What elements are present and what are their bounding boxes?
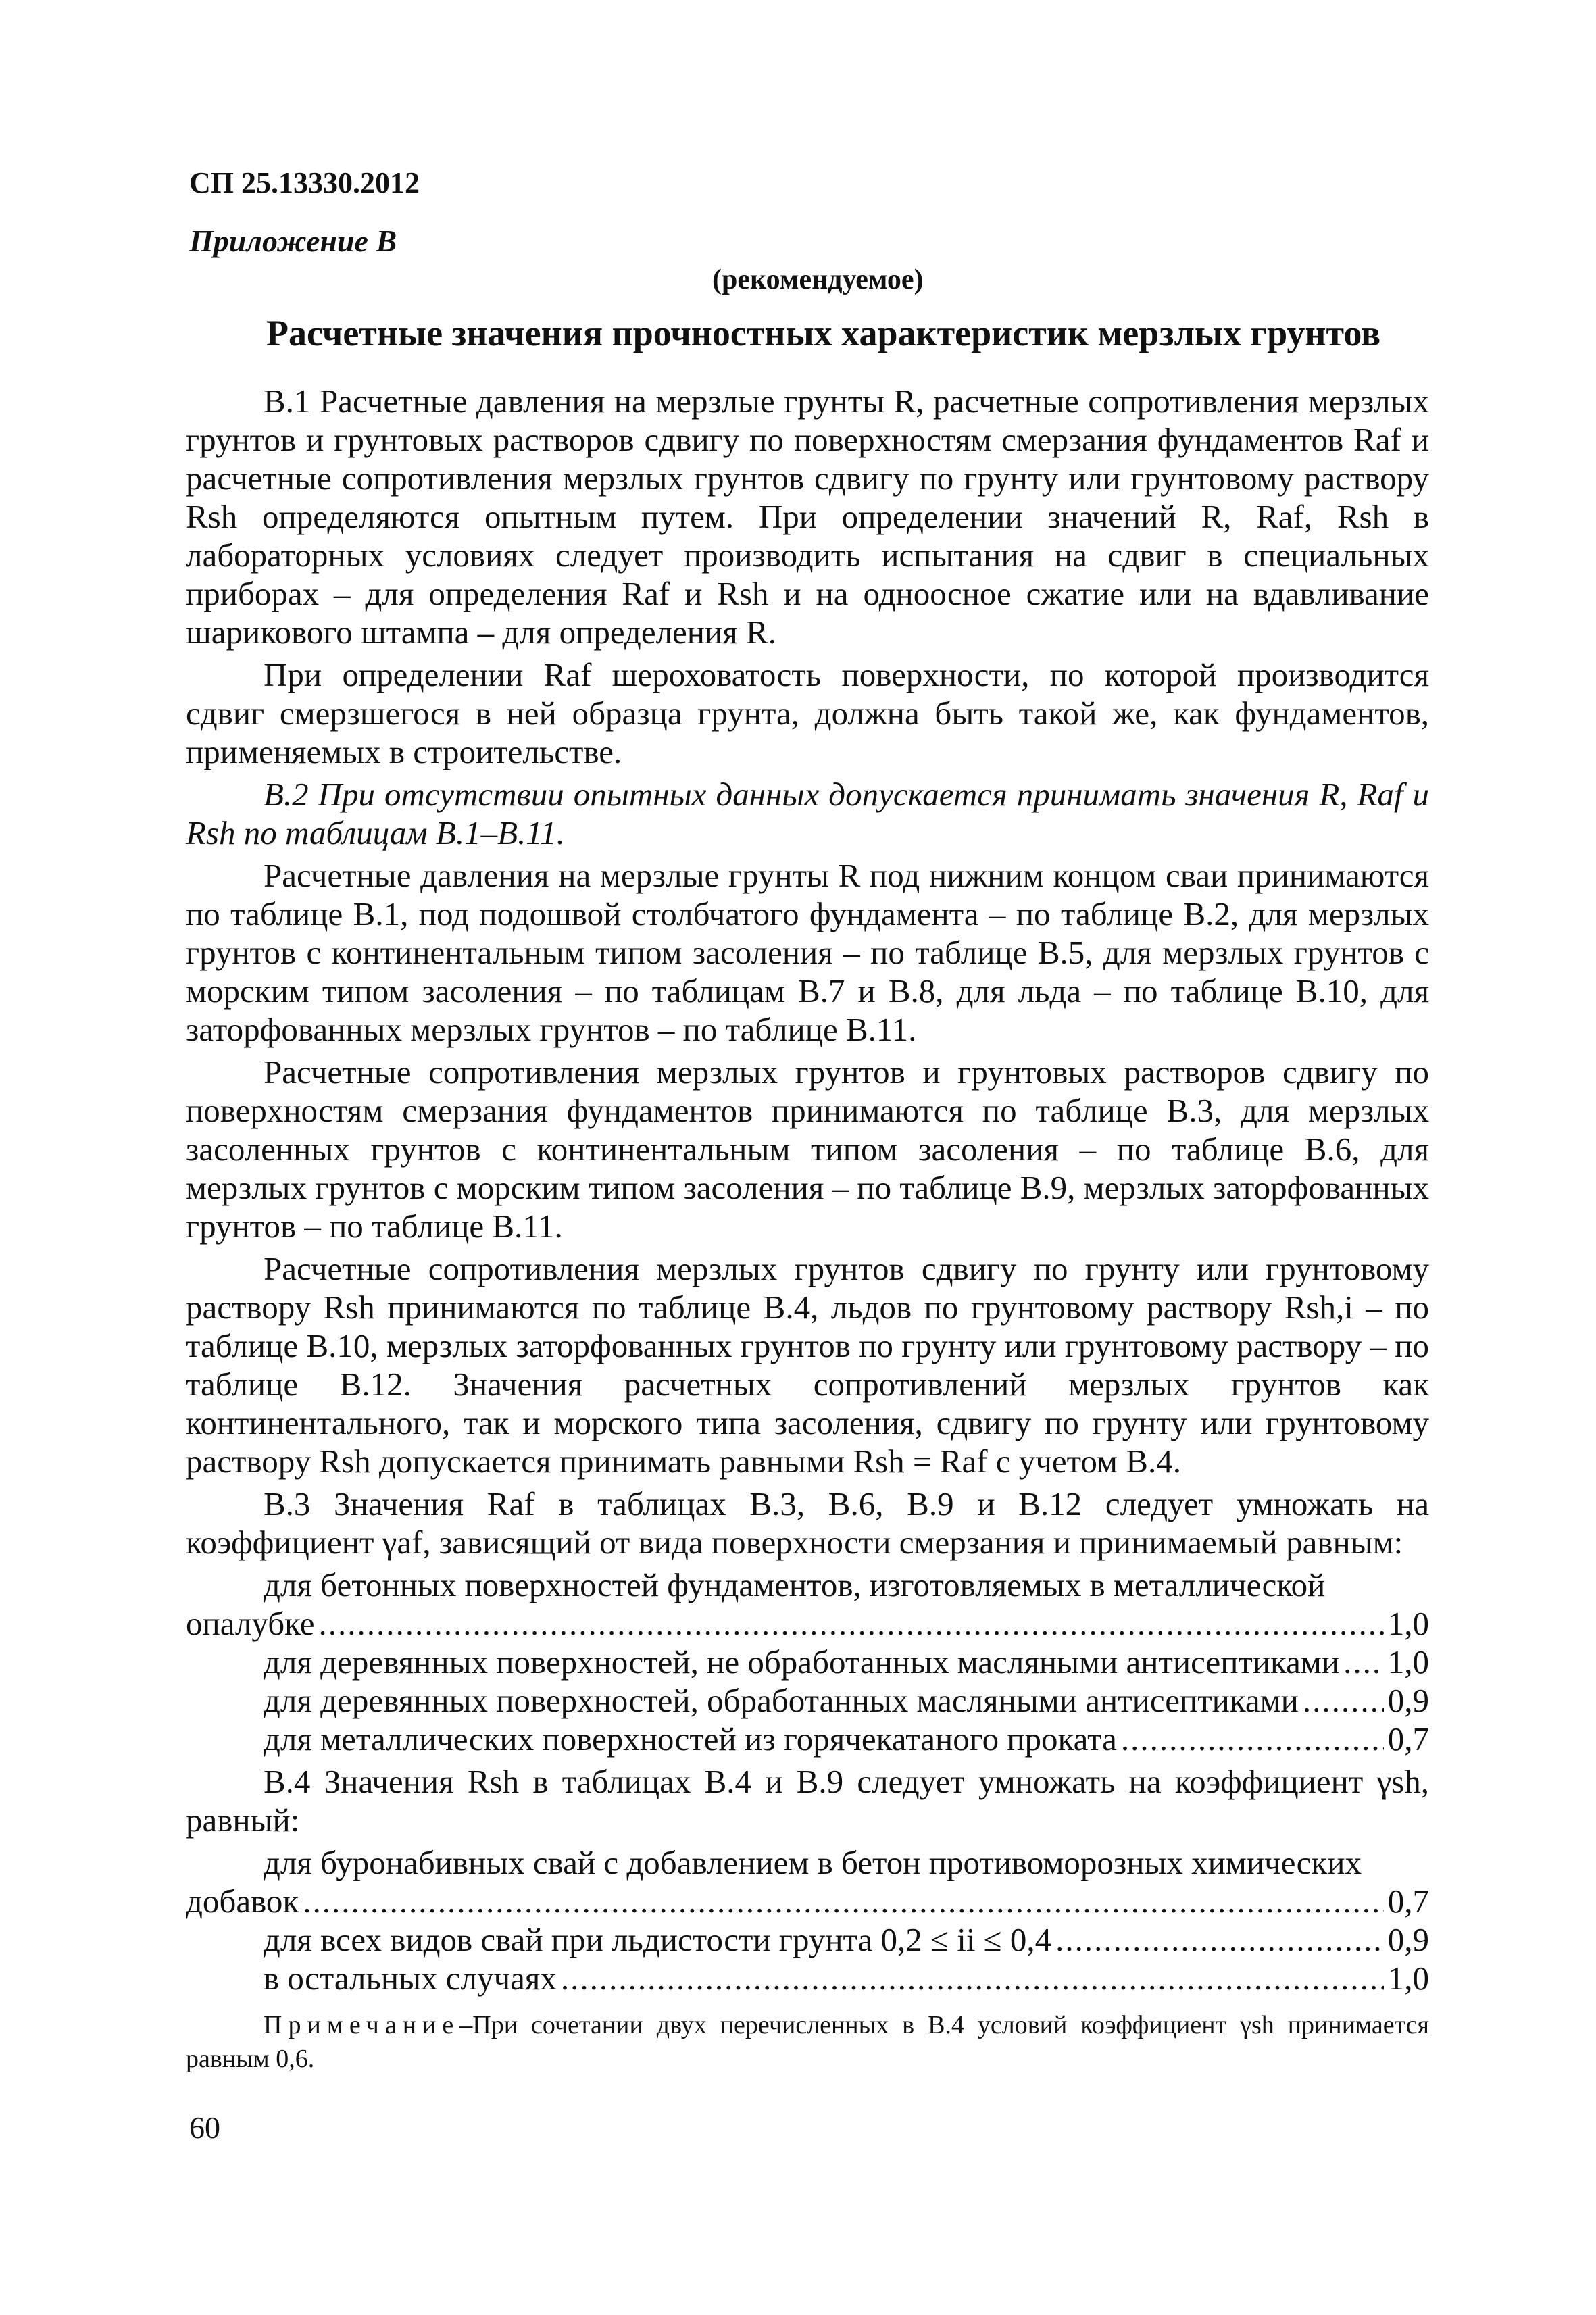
document-code: СП 25.13330.2012 [189, 166, 420, 199]
list-b4-item2-text: для всех видов свай при льдистости грунта 0,2 ≤ ii ≤ 0,4 [264, 1921, 1052, 1958]
list-b4-item1-line2: добавок [186, 1883, 299, 1920]
paragraph-b2-pressures: Расчетные давления на мерзлые грунты R под нижним концом сваи принимаются по таблице В.1, под подошвой столбчатого фундамента – по таблице В.2, для мерзлых грунтов с континентальным типом засоления – по таблице В.5, для мерзлых грунтов с морским типом засоления – по таблицам В.7 и В.8, для льда – по таблице В.10, для заторфованных мерзлых грунтов – по таблице В.11. [186, 857, 1429, 1048]
paragraph-b3: В.3 Значения Raf в таблицах В.3, В.6, В.9 и В.12 следует умножать на коэффициент γaf, зависящий от вида поверхности смерзания и принимаемый равным: [186, 1485, 1429, 1561]
paragraph-b1: В.1 Расчетные давления на мерзлые грунты R, расчетные сопротивления мерзлых грунтов и грунтовых растворов сдвигу по поверхностям смерзания фундаментов Raf и расчетные сопротивления мерзлых грунтов сдвигу по грунту или грунтовому раствору Rsh определяются опытным путем. При определении значений R, Raf, Rsh в лабораторных условиях следует производить испытания на сдвиг в специальных приборах – для определения Raf и Rsh и на одноосное сжатие или на вдавливание шарикового штампа – для определения R. [186, 382, 1429, 651]
dot-leader [1121, 1720, 1384, 1758]
list-b3-item4-value: 0,7 [1387, 1720, 1429, 1758]
dot-leader [1055, 1920, 1384, 1959]
list-b4-item3 [186, 1959, 1429, 1997]
list-b3-item4-text: для металлических поверхностей из горячекатаного проката [264, 1720, 1117, 1758]
page-number: 60 [189, 2110, 220, 2145]
dot-leader [561, 1959, 1384, 1997]
list-b3-item3-value: 0,9 [1387, 1682, 1429, 1719]
list-b4-item2 [186, 1920, 1429, 1959]
list-b3-item1-line2: опалубке [186, 1605, 315, 1642]
list-b3-item1-line1: для бетонных поверхностей фундаментов, изготовляемых в металлической [264, 1566, 1326, 1603]
paragraph-b2-adfreeze: Расчетные сопротивления мерзлых грунтов и грунтовых растворов сдвигу по поверхностям смерзания фундаментов принимаются по таблице В.3, для мерзлых засоленных грунтов с континентальным типом засоления – по таблице В.6, для мерзлых грунтов с морским типом засоления – по таблице В.9, мерзлых заторфованных грунтов – по таблице В.11. [186, 1053, 1429, 1245]
list-b4-item1-line1: для буронабивных свай с добавлением в бетон противоморозных химических [264, 1844, 1362, 1881]
appendix-label: Приложение В [189, 224, 397, 258]
list-b3-item3-text: для деревянных поверхностей, обработанных масляными антисептиками [264, 1682, 1299, 1719]
list-b3-item2 [186, 1643, 1429, 1681]
list-b4-item1-value: 0,7 [1387, 1883, 1429, 1920]
appendix-status: (рекомендуемое) [712, 264, 924, 295]
body-text [186, 382, 1429, 2076]
list-b3-item1-value: 1,0 [1387, 1605, 1429, 1642]
list-b4-item3-text: в остальных случаях [264, 1960, 557, 1997]
list-b4-item1 [186, 1882, 1429, 1920]
dot-leader [318, 1604, 1383, 1643]
paragraph-b1-roughness: При определении Raf шероховатость поверхности, по которой производится сдвиг смерзшегося в ней образца грунта, должна быть такой же, как фундаментов, применяемых в строительстве. [186, 656, 1429, 770]
dot-leader [303, 1882, 1384, 1920]
paragraph-b2-shear: Расчетные сопротивления мерзлых грунтов сдвигу по грунту или грунтовому раствору Rsh принимаются по таблице В.4, льдов по грунтовому раствору Rsh,i – по таблице В.10, мерзлых заторфованных грунтов по грунту или грунтовому раствору – по таблице В.12. Значения расчетных сопротивлений мерзлых грунтов как континентального, так и морского типа засоления, сдвигу по грунту или грунтовому раствору Rsh допускается принимать равными Rsh = Raf с учетом В.4. [186, 1250, 1429, 1480]
list-b4-item2-value: 0,9 [1387, 1921, 1429, 1958]
note-label: Примечание [264, 2011, 460, 2039]
list-b3-item2-value: 1,0 [1387, 1643, 1429, 1681]
dot-leader [1303, 1681, 1384, 1720]
note [186, 2008, 1429, 2076]
list-b3-item1 [186, 1604, 1429, 1643]
paragraph-b4: В.4 Значения Rsh в таблицах В.4 и В.9 следует умножать на коэффициент γsh, равный: [186, 1763, 1429, 1839]
page-title: Расчетные значения прочностных характеристик мерзлых грунтов [266, 313, 1381, 353]
list-b3-item2-text: для деревянных поверхностей, не обработанных масляными антисептиками [264, 1643, 1340, 1681]
note-text: –При сочетании двух перечисленных в В.4 условий коэффициент γsh принимается равным 0,6. [186, 2011, 1429, 2073]
list-b3-item3 [186, 1681, 1429, 1720]
dot-leader [1343, 1643, 1384, 1681]
list-b3-item4 [186, 1720, 1429, 1758]
paragraph-b2: В.2 При отсутствии опытных данных допускается принимать значения R, Raf и Rsh по таблицам В.1–В.11. [186, 776, 1429, 851]
list-b4-item3-value: 1,0 [1387, 1960, 1429, 1997]
